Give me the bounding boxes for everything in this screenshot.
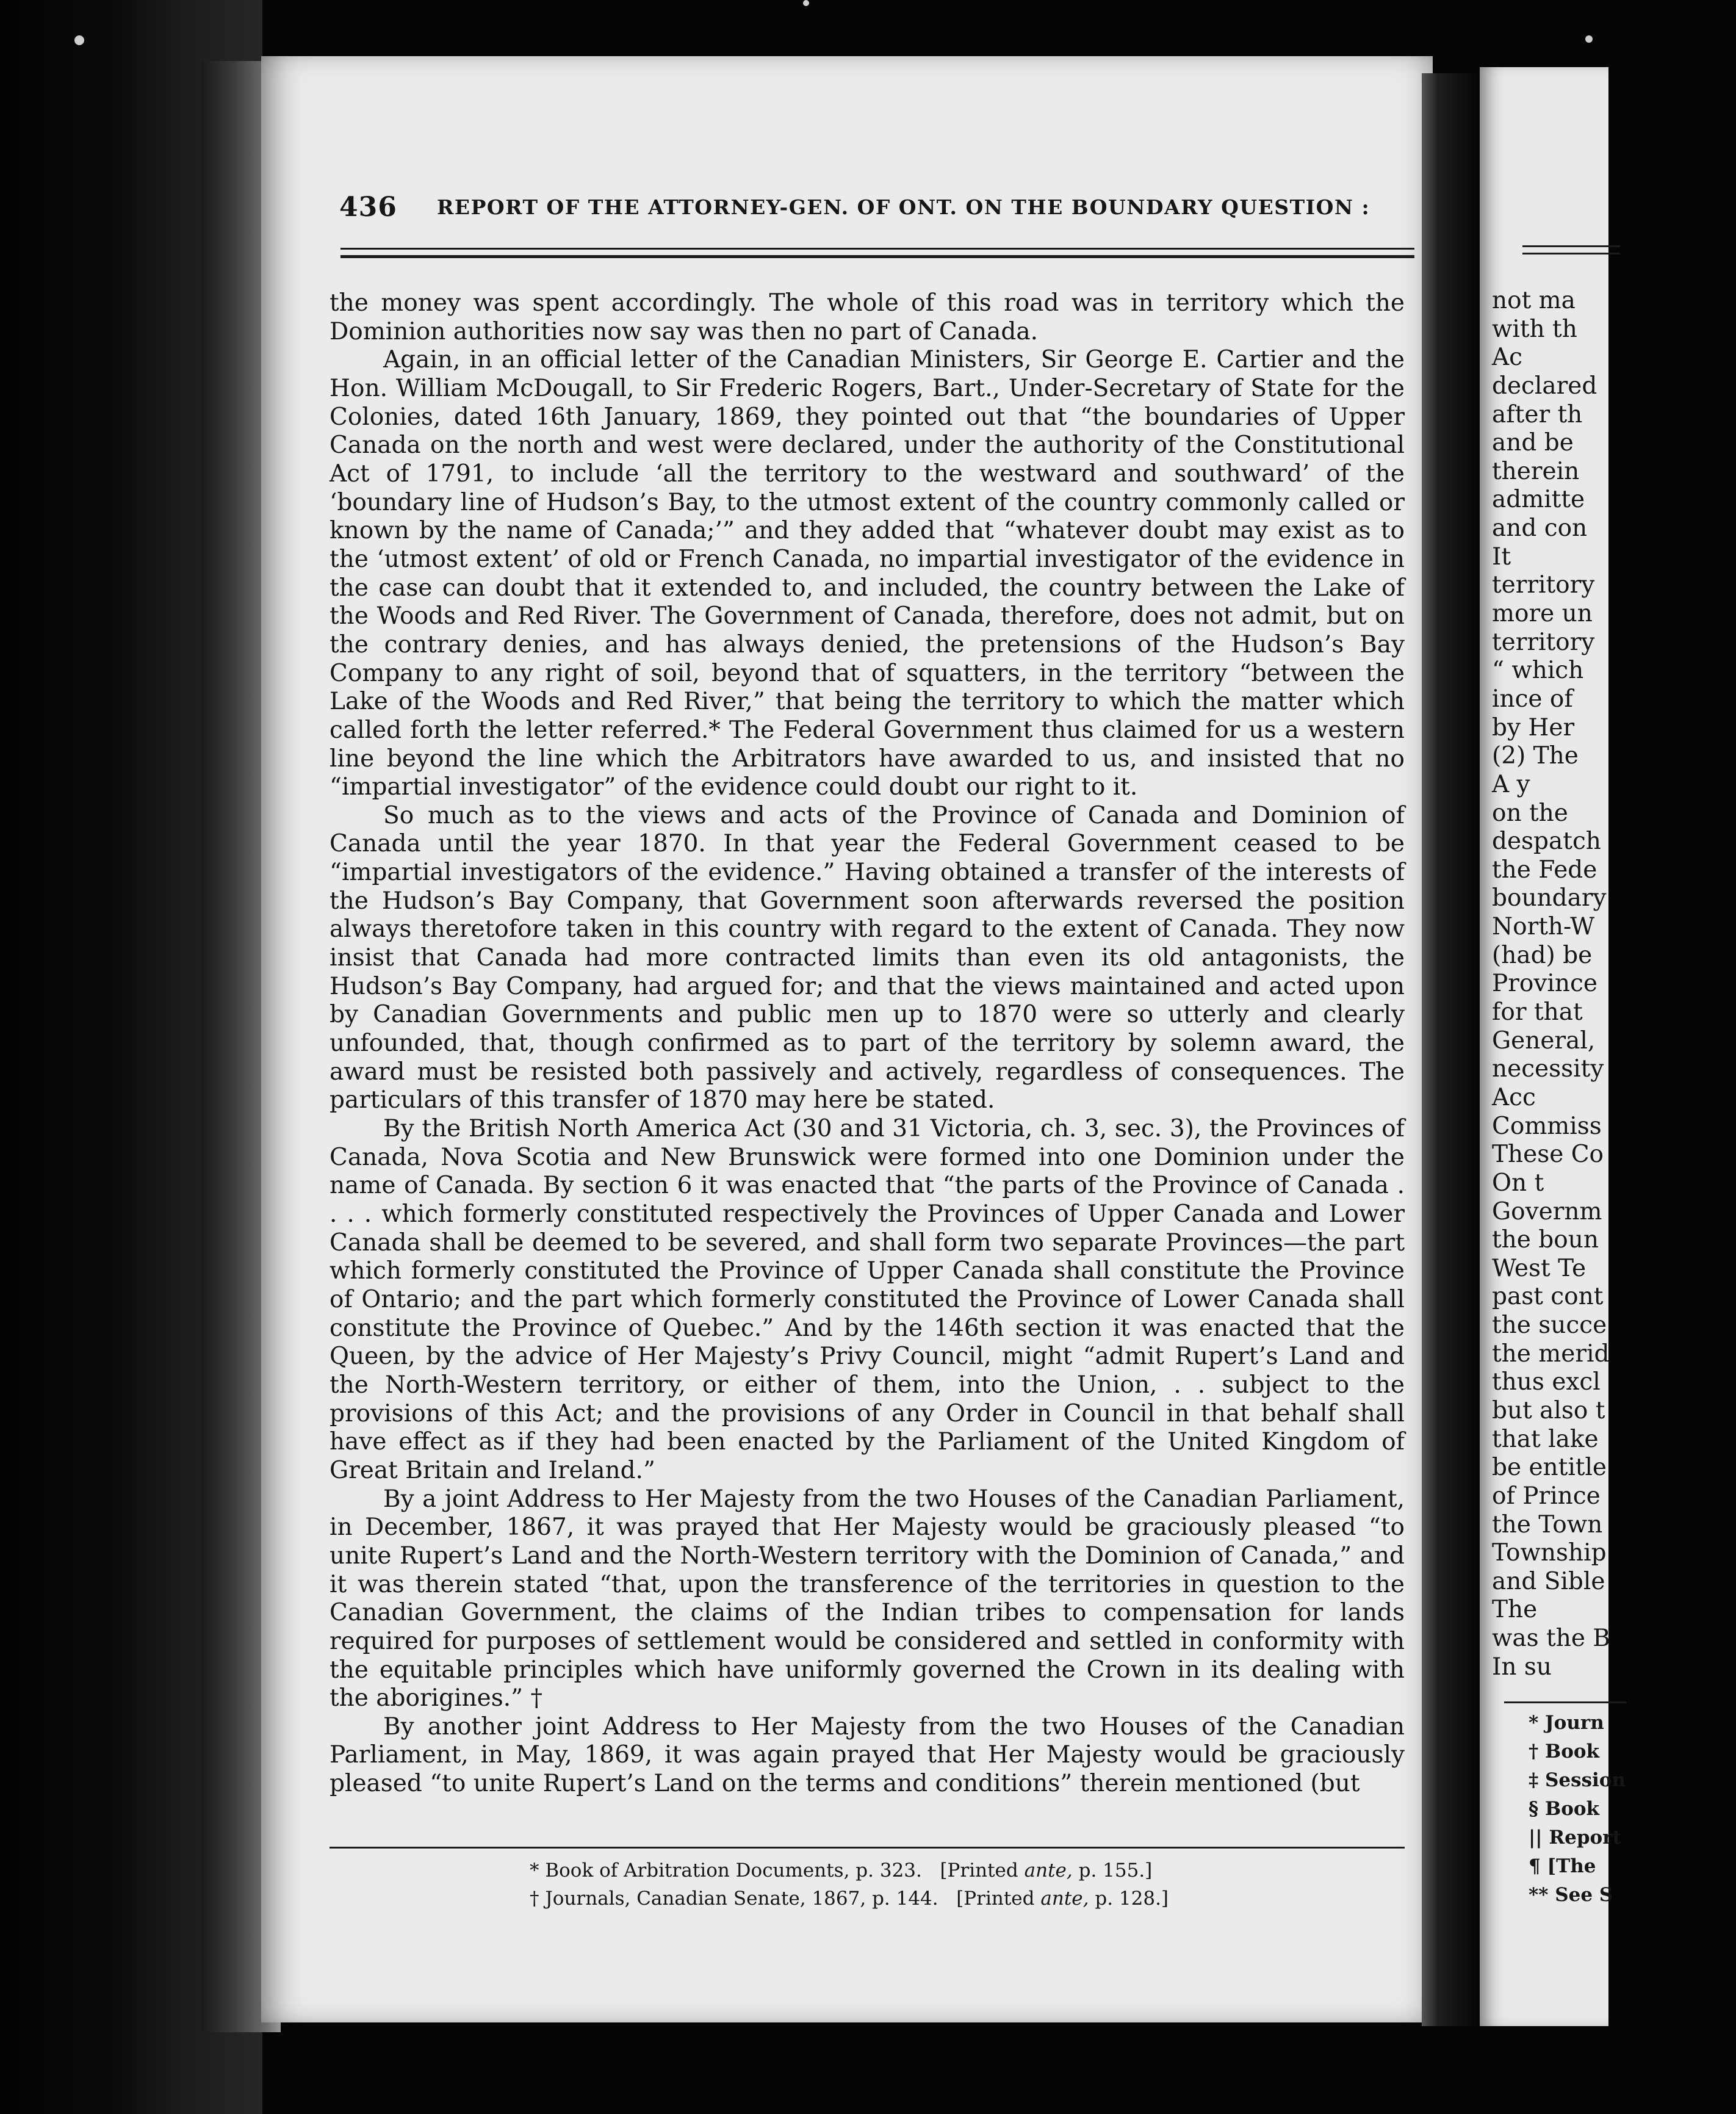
facing-page-line: West Te: [1492, 1254, 1587, 1282]
facing-page-line: “ which: [1492, 657, 1584, 685]
footnote-ante: ante,: [1024, 1860, 1073, 1881]
footnote: [530, 1856, 1384, 1885]
facing-page-line: by Her: [1492, 713, 1575, 741]
facing-page-line: ince of: [1492, 685, 1573, 713]
footnote-rule: [330, 1847, 1405, 1849]
facing-page-line: (had) be: [1492, 941, 1593, 969]
footnote-source: Journals, Canadian Senate, 1867, p. 144.: [545, 1888, 938, 1910]
paragraph: By a joint Address to Her Majesty from the two Houses of the Canadian Parliament, in December, 1867, it was prayed that Her Majesty would be graciously pleased “to unite Rupert’s Land and the North-Western territory with the Dominion of Canada,” and it was therein stated “that, upon the transference of the territories in question to the Canadian Government, the claims of the Indian tribes to compensation for lands required for purposes of settlement would be considered and settled in conformity with the equitable principles which have uniformly governed the Crown in its dealing with the aborigines.” †: [330, 1485, 1405, 1712]
footnote-page: p. 155.]: [1078, 1860, 1153, 1881]
facing-page-line: on the: [1492, 799, 1568, 827]
facing-page-line: declared: [1492, 372, 1597, 400]
page-number: 436: [339, 192, 397, 223]
paragraph: By another joint Address to Her Majesty from the two Houses of the Canadian Parliament, in May, 1869, it was again prayed that Her Majesty would be graciously pleased “to unite Rupert’s Land on the terms and conditions” therein mentioned (but: [330, 1712, 1405, 1798]
facing-page-line: the boun: [1492, 1226, 1599, 1254]
footnote-source: Book of Arbitration Documents, p. 323.: [545, 1860, 922, 1881]
paragraph: Again, in an official letter of the Canadian Ministers, Sir George E. Cartier and the Hon. William McDougall, to Sir Frederic Rogers, Bart., Under-Secretary of State for the Colonies, dated 16th January, 1869, they pointed out that “the boundaries of Upper Canada on the north and west were declared, under the authority of the Constitutional Act of 1791, to include ‘all the territory to the westward and southward’ of the ‘boundary line of Hudson’s Bay, to the utmost extent of the country commonly called or known by the name of Canada;’” and they added that “whatever doubt may exist as to the ‘utmost extent’ of old or French Canada, no impartial investigator of the evidence in the case can doubt that it extended to, and included, the country between the Lake of the Woods and Red River. The Government of Canada, therefore, does not admit, but on the contrary denies, and has always denied, the pretensions of the Hudson’s Bay Company to any right of soil, beyond that of squatters, in the territory “between the Lake of the Woods and Red River,” that being the territory to which the matter which called forth the letter referred.* The Federal Government thus claimed for us a western line beyond the line which the Arbitrators have awarded to us, and insisted that no “impartial investigator” of the evidence could doubt our right to it.: [330, 346, 1405, 801]
facing-page-line: In su: [1492, 1653, 1552, 1681]
facing-page-note: † Book: [1529, 1741, 1600, 1762]
facing-page-line: The: [1492, 1596, 1538, 1624]
facing-page-line: A y: [1492, 770, 1530, 798]
facing-page-line: but also t: [1492, 1396, 1605, 1424]
facing-page-line: thus excl: [1492, 1368, 1601, 1396]
facing-page-line: the Fede: [1492, 856, 1597, 884]
scan-speck: [74, 35, 84, 45]
facing-page-line: territory: [1492, 628, 1595, 656]
facing-page-line: for that: [1492, 998, 1583, 1026]
facing-page-line: not ma: [1492, 287, 1576, 314]
facing-footnote-rule: [1504, 1701, 1626, 1703]
facing-page-line: (2) The: [1492, 742, 1579, 770]
facing-page-line: Ac: [1492, 344, 1523, 372]
facing-page-line: the merid: [1492, 1340, 1610, 1368]
facing-page: [1480, 67, 1626, 2026]
facing-page-line: and con: [1492, 514, 1588, 543]
facing-page-line: the Town: [1492, 1510, 1603, 1539]
facing-page-line: despatch: [1492, 828, 1601, 856]
facing-page-line: necessity: [1492, 1055, 1604, 1083]
facing-page-line: Commiss: [1492, 1112, 1602, 1140]
footnote-mark: *: [530, 1860, 539, 1881]
facing-page-line: that lake: [1492, 1425, 1599, 1453]
facing-page-line: Township: [1492, 1539, 1607, 1567]
facing-page-line: Province: [1492, 970, 1597, 998]
facing-page-line: of Prince: [1492, 1482, 1601, 1510]
facing-page-line: therein: [1492, 457, 1580, 485]
footnote-ante: ante,: [1040, 1888, 1089, 1910]
facing-page-note: * Journ: [1529, 1712, 1604, 1734]
facing-page-line: General,: [1492, 1026, 1596, 1055]
footnotes: [530, 1856, 1384, 1913]
facing-page-line: territory: [1492, 571, 1595, 599]
footnote-page: p. 128.]: [1095, 1888, 1169, 1910]
facing-page-line: Acc: [1492, 1083, 1536, 1111]
footnote-printed: [Printed: [956, 1888, 1035, 1910]
facing-page-line: and Sible: [1492, 1567, 1605, 1595]
paragraph: By the British North America Act (30 and 31 Victoria, ch. 3, sec. 3), the Provinces of Canada, Nova Scotia and New Brunswick were formed into one Dominion under the name of Canada. By section 6 it was enacted that “the parts of the Province of Canada . . . . which formerly constituted respectively the Provinces of Upper Canada and Lower Canada shall be deemed to be severed, and shall form two separate Provinces—the part which formerly constituted the Province of Upper Canada shall constitute the Province of Ontario; and the part which formerly constituted the Province of Lower Canada shall constitute the Province of Quebec.” And by the 146th section it was enacted that the Queen, by the advice of Her Majesty’s Privy Council, might “admit Rupert’s Land and the North-Western territory, or either of them, into the Union, . . subject to the provisions of this Act; and the provisions of any Order in Council in that behalf shall have effect as if they had been enacted by the Parliament of the United Kingdom of Great Britain and Ireland.”: [330, 1115, 1405, 1484]
facing-page-note: ‡ Session: [1529, 1769, 1626, 1791]
header-rule-top: [340, 248, 1414, 250]
facing-header-rule: [1522, 245, 1620, 247]
paragraph: So much as to the views and acts of the Province of Canada and Dominion of Canada until the year 1870. In that year the Federal Government ceased to be “impartial investigators of the evidence.” Having obtained a transfer of the interests of the Hudson’s Bay Company, that Government soon afterwards reversed the position always theretofore taken in this country with regard to the extent of Canada. They now insist that Canada had more contracted limits than even its old antagonists, the Hudson’s Bay Company, had argued for; and that the views maintained and acted upon by Canadian Governments and public men up to 1870 were so utterly and clearly unfounded, that, though confirmed as to part of the territory by solemn award, the award must be resisted both passively and actively, regardless of consequences. The particulars of this transfer of 1870 may here be stated.: [330, 801, 1405, 1114]
body-text: [330, 289, 1405, 1798]
facing-page-line: with th: [1492, 315, 1577, 343]
header-rule-bottom: [340, 255, 1414, 258]
page-header: [339, 192, 1413, 228]
facing-header-rule: [1522, 253, 1620, 254]
scan-speck: [803, 0, 809, 6]
facing-page-line: On t: [1492, 1169, 1544, 1197]
paragraph: the money was spent accordingly. The whole of this road was in territory which the Dominion authorities now say was then no part of Canada.: [330, 289, 1405, 345]
facing-page-notes: [1529, 1709, 1651, 1910]
facing-page-line: and be: [1492, 429, 1574, 457]
facing-page-text: [1492, 287, 1736, 1681]
footnote-mark: †: [530, 1888, 539, 1910]
facing-page-line: It: [1492, 543, 1511, 571]
facing-page-note: || Report: [1529, 1827, 1621, 1849]
facing-page-line: boundary: [1492, 884, 1607, 912]
footnote: [530, 1885, 1384, 1913]
facing-page-note: § Book: [1529, 1798, 1600, 1820]
facing-page-line: past cont: [1492, 1283, 1604, 1311]
facing-page-line: after th: [1492, 400, 1583, 428]
facing-page-line: was the B: [1492, 1625, 1610, 1653]
facing-page-line: the succe: [1492, 1311, 1607, 1340]
facing-page-line: be entitle: [1492, 1454, 1607, 1482]
running-head: REPORT OF THE ATTORNEY-GEN. OF ONT. ON THE BOUNDARY QUESTION :: [437, 195, 1370, 219]
scanned-page: [261, 56, 1433, 2022]
facing-page-line: North-W: [1492, 913, 1595, 941]
book-gutter: [1422, 73, 1477, 2026]
facing-page-line: more un: [1492, 600, 1593, 628]
facing-page-note: ** See S: [1529, 1884, 1613, 1906]
footnote-printed: [Printed: [940, 1860, 1018, 1881]
facing-page-line: Governm: [1492, 1197, 1602, 1225]
facing-page-line: These Co: [1492, 1141, 1604, 1169]
facing-page-line: admitte: [1492, 486, 1585, 514]
facing-page-note: ¶ [The: [1529, 1855, 1596, 1877]
scan-speck: [1585, 35, 1593, 43]
